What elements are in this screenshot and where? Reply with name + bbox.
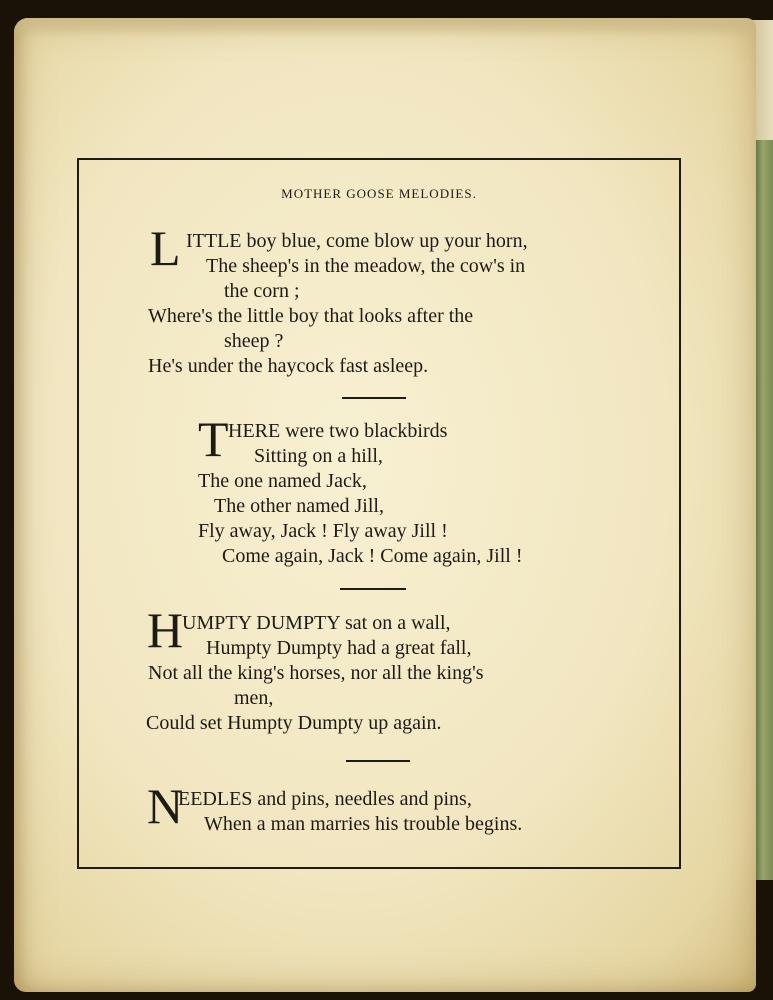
rhyme-1-line-4: Where's the little boy that looks after the xyxy=(148,305,474,327)
rhyme-2-line-4: The other named Jill, xyxy=(214,495,384,517)
rhyme-2-line-2: Sitting on a hill, xyxy=(254,445,383,467)
page-heading: MOTHER GOOSE MELODIES. xyxy=(281,186,477,201)
rhyme-3-line-5: Could set Humpty Dumpty up again. xyxy=(146,712,442,734)
rhyme-3-line-3: Not all the king's horses, nor all the king's xyxy=(148,662,484,684)
rhyme-1-line-5: sheep ? xyxy=(224,330,284,352)
rhyme-1-dropcap: L xyxy=(150,220,181,276)
rhyme-3-line-2: Humpty Dumpty had a great fall, xyxy=(206,637,472,659)
divider-rule-1 xyxy=(342,397,406,399)
rhyme-4-dropcap: N xyxy=(147,778,184,834)
rhyme-2-dropcap: T xyxy=(198,411,229,467)
rhyme-4-line-2: When a man marries his trouble begins. xyxy=(204,813,523,835)
divider-rule-2 xyxy=(340,588,406,590)
rhyme-2-line-5: Fly away, Jack ! Fly away Jill ! xyxy=(198,520,448,542)
rhyme-1-line-2: The sheep's in the meadow, the cow's in xyxy=(206,255,526,277)
rhyme-4-line-1: EEDLES and pins, needles and pins, xyxy=(178,788,472,810)
rhyme-2-line-1: HERE were two blackbirds xyxy=(228,420,448,442)
divider-rule-3 xyxy=(346,760,410,762)
rhyme-1-line-1: ITTLE boy blue, come blow up your horn, xyxy=(186,230,528,252)
rhyme-2-line-6: Come again, Jack ! Come again, Jill ! xyxy=(222,545,523,567)
rhyme-1-line-3: the corn ; xyxy=(224,280,300,302)
rhyme-3-line-4: men, xyxy=(234,687,274,709)
page-top-shadow xyxy=(14,18,756,38)
rhyme-3-line-1: UMPTY DUMPTY sat on a wall, xyxy=(182,612,451,634)
rhyme-2-line-3: The one named Jack, xyxy=(198,470,367,492)
rhyme-3-dropcap: H xyxy=(147,602,184,658)
rhyme-1-line-6: He's under the haycock fast asleep. xyxy=(148,355,429,377)
